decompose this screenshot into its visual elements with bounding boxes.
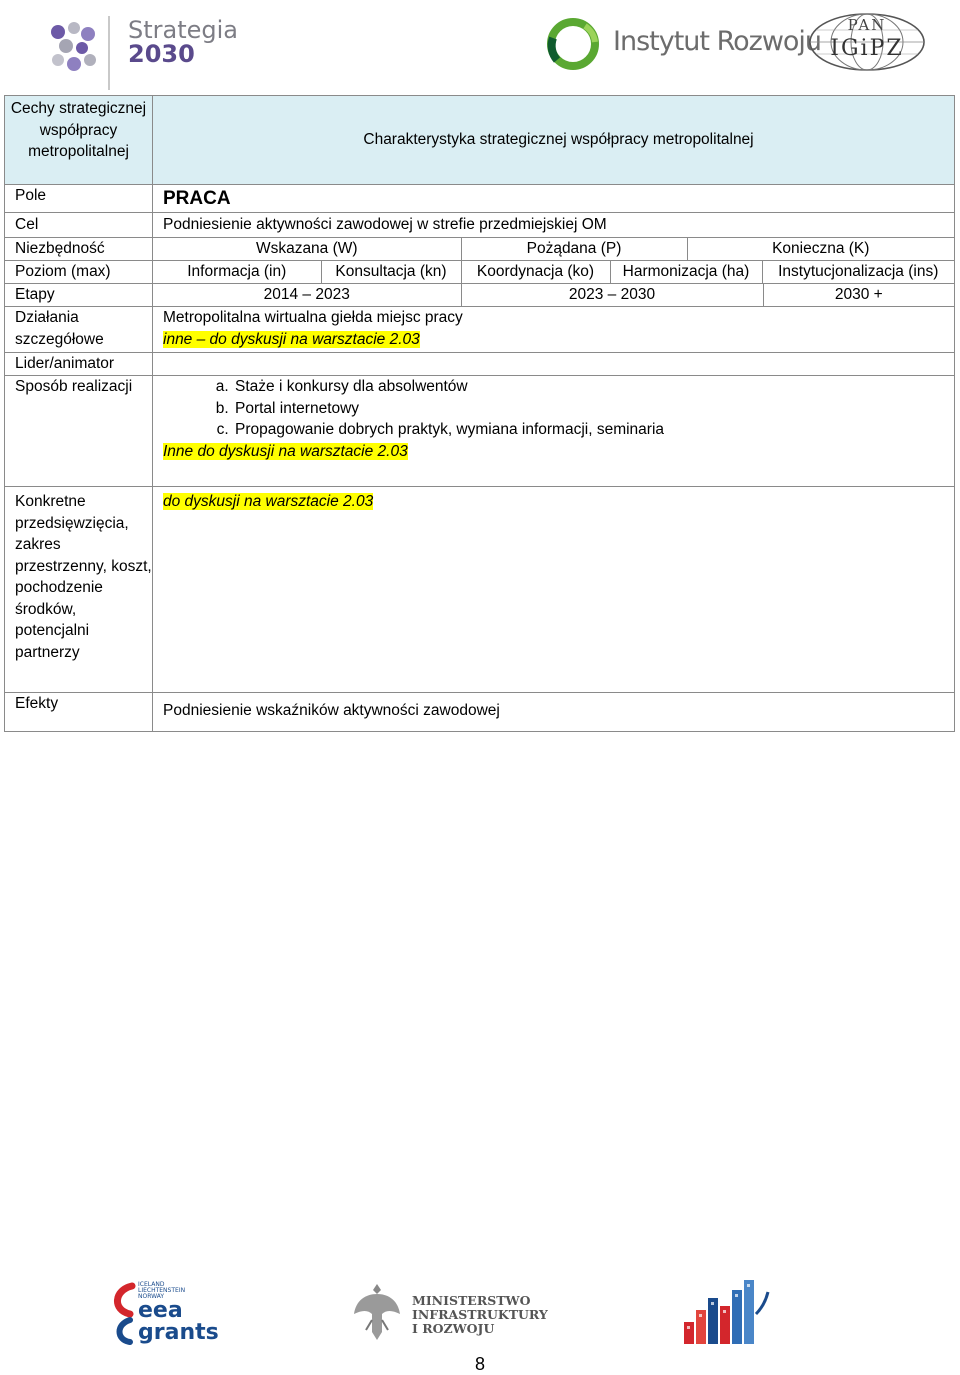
cel-row — [5, 213, 955, 238]
eea-country: ICELAND — [138, 1281, 165, 1288]
etap-option: 2023 – 2030 — [461, 284, 763, 306]
ministry-line: MINISTERSTWO — [412, 1293, 531, 1308]
strategia-molecule-icon — [48, 20, 100, 72]
niezbednosc-option: Konieczna (K) — [687, 238, 954, 260]
eea-grants-word: grants — [138, 1320, 219, 1345]
strategia-name: Strategia — [128, 16, 239, 44]
instytut-ring-icon — [545, 16, 601, 72]
etap-option: 2014 – 2023 — [263, 286, 350, 303]
lider-label: Lider/animator — [5, 353, 153, 376]
sposob-item: c. Propagowanie dobrych praktyk, wymiana informacji, seminaria — [233, 419, 954, 441]
niezbednosc-row — [5, 238, 955, 261]
poziom-options — [153, 261, 954, 283]
polish-eagle-icon — [352, 1280, 402, 1342]
eea-word: eea — [138, 1298, 183, 1323]
konkretne-cell — [153, 487, 955, 693]
eea-swirl-icon — [108, 1280, 138, 1346]
eea-country: NORWAY — [138, 1293, 165, 1300]
poziom-option: Konsultacja (kn) — [321, 261, 461, 283]
dzialania-label: Działania szczegółowe — [5, 307, 153, 353]
poziom-option: Informacja (in) — [187, 263, 287, 280]
header-label-cell: Cechy strategicznej współpracy metropolitalnej — [5, 96, 153, 185]
sposob-note: Inne do dyskusji na warsztacie 2.03 — [163, 442, 408, 460]
igipz-label: IGiPZ — [830, 36, 904, 61]
konkretne-label: Konkretne przedsięwzięcia, zakres przestrzenny, koszt, pochodzenie środków, potencjalni partnerzy — [5, 487, 153, 693]
efekty-cell — [153, 693, 955, 732]
cel-label: Cel — [5, 213, 153, 238]
niezbednosc-options — [153, 238, 954, 260]
city-skyline-logo — [682, 1274, 772, 1346]
page-header — [0, 0, 960, 95]
efekty-value: Podniesienie wskaźników aktywności zawodowej — [163, 702, 500, 719]
lider-value — [153, 353, 955, 376]
sposob-cell — [153, 376, 955, 487]
dzialania-cell — [153, 307, 955, 353]
cel-value: Podniesienie aktywności zawodowej w strefie przedmiejskiej OM — [153, 213, 955, 238]
niezbednosc-label: Niezbędność — [5, 238, 153, 261]
niezbednosc-option: Wskazana (W) — [255, 240, 358, 257]
sposob-row — [5, 376, 955, 487]
table-header-row — [5, 96, 955, 185]
etapy-label: Etapy — [5, 284, 153, 307]
poziom-option: Harmonizacja (ha) — [610, 261, 762, 283]
instytut-rozwoju-logo — [545, 16, 822, 72]
page-number: 8 — [474, 1354, 485, 1374]
poziom-option: Instytucjonalizacja (ins) — [762, 261, 954, 283]
efekty-label: Efekty — [5, 693, 153, 732]
niezbednosc-option: Pożądana (P) — [461, 238, 687, 260]
pole-label: Pole — [5, 185, 153, 213]
konkretne-note: do dyskusji na warsztacie 2.03 — [163, 493, 374, 510]
konkretne-row — [5, 487, 955, 693]
pan-igipz-logo — [808, 12, 926, 72]
sposob-item: b. Portal internetowy — [233, 398, 954, 420]
pole-row — [5, 185, 955, 213]
strategia-2030-logo — [48, 14, 239, 84]
dzialania-note: inne – do dyskusji na warsztacie 2.03 — [163, 330, 420, 348]
poziom-row — [5, 261, 955, 284]
pole-value: PRACA — [163, 188, 231, 209]
sposob-item: a. Staże i konkursy dla absolwentów — [233, 376, 954, 398]
dzialania-row — [5, 307, 955, 353]
poziom-label: Poziom (max) — [5, 261, 153, 284]
eea-country: LIECHTENSTEIN — [138, 1287, 186, 1294]
efekty-row — [5, 693, 955, 732]
ministry-logo — [352, 1280, 552, 1344]
etap-option: 2030 + — [763, 284, 954, 306]
sposob-label: Sposób realizacji — [5, 376, 153, 487]
ministry-line: I ROZWOJU — [412, 1321, 495, 1336]
strategia-divider — [108, 16, 110, 90]
eea-grants-logo — [108, 1276, 218, 1346]
sposob-list — [163, 376, 954, 441]
etapy-row — [5, 284, 955, 307]
header-title-cell: Charakterystyka strategicznej współpracy metropolitalnej — [153, 96, 955, 185]
pan-label: PAN — [847, 16, 887, 34]
poziom-option: Koordynacja (ko) — [461, 261, 610, 283]
pole-value-cell — [153, 185, 955, 213]
instytut-name: Instytut Rozwoju — [613, 26, 822, 57]
ministry-line: INFRASTRUKTURY — [412, 1307, 548, 1322]
lider-row — [5, 353, 955, 376]
dzialania-value: Metropolitalna wirtualna giełda miejsc pracy — [163, 309, 463, 326]
cooperation-characteristics-table — [4, 95, 955, 732]
strategia-year: 2030 — [128, 40, 195, 68]
etapy-options — [153, 284, 954, 306]
